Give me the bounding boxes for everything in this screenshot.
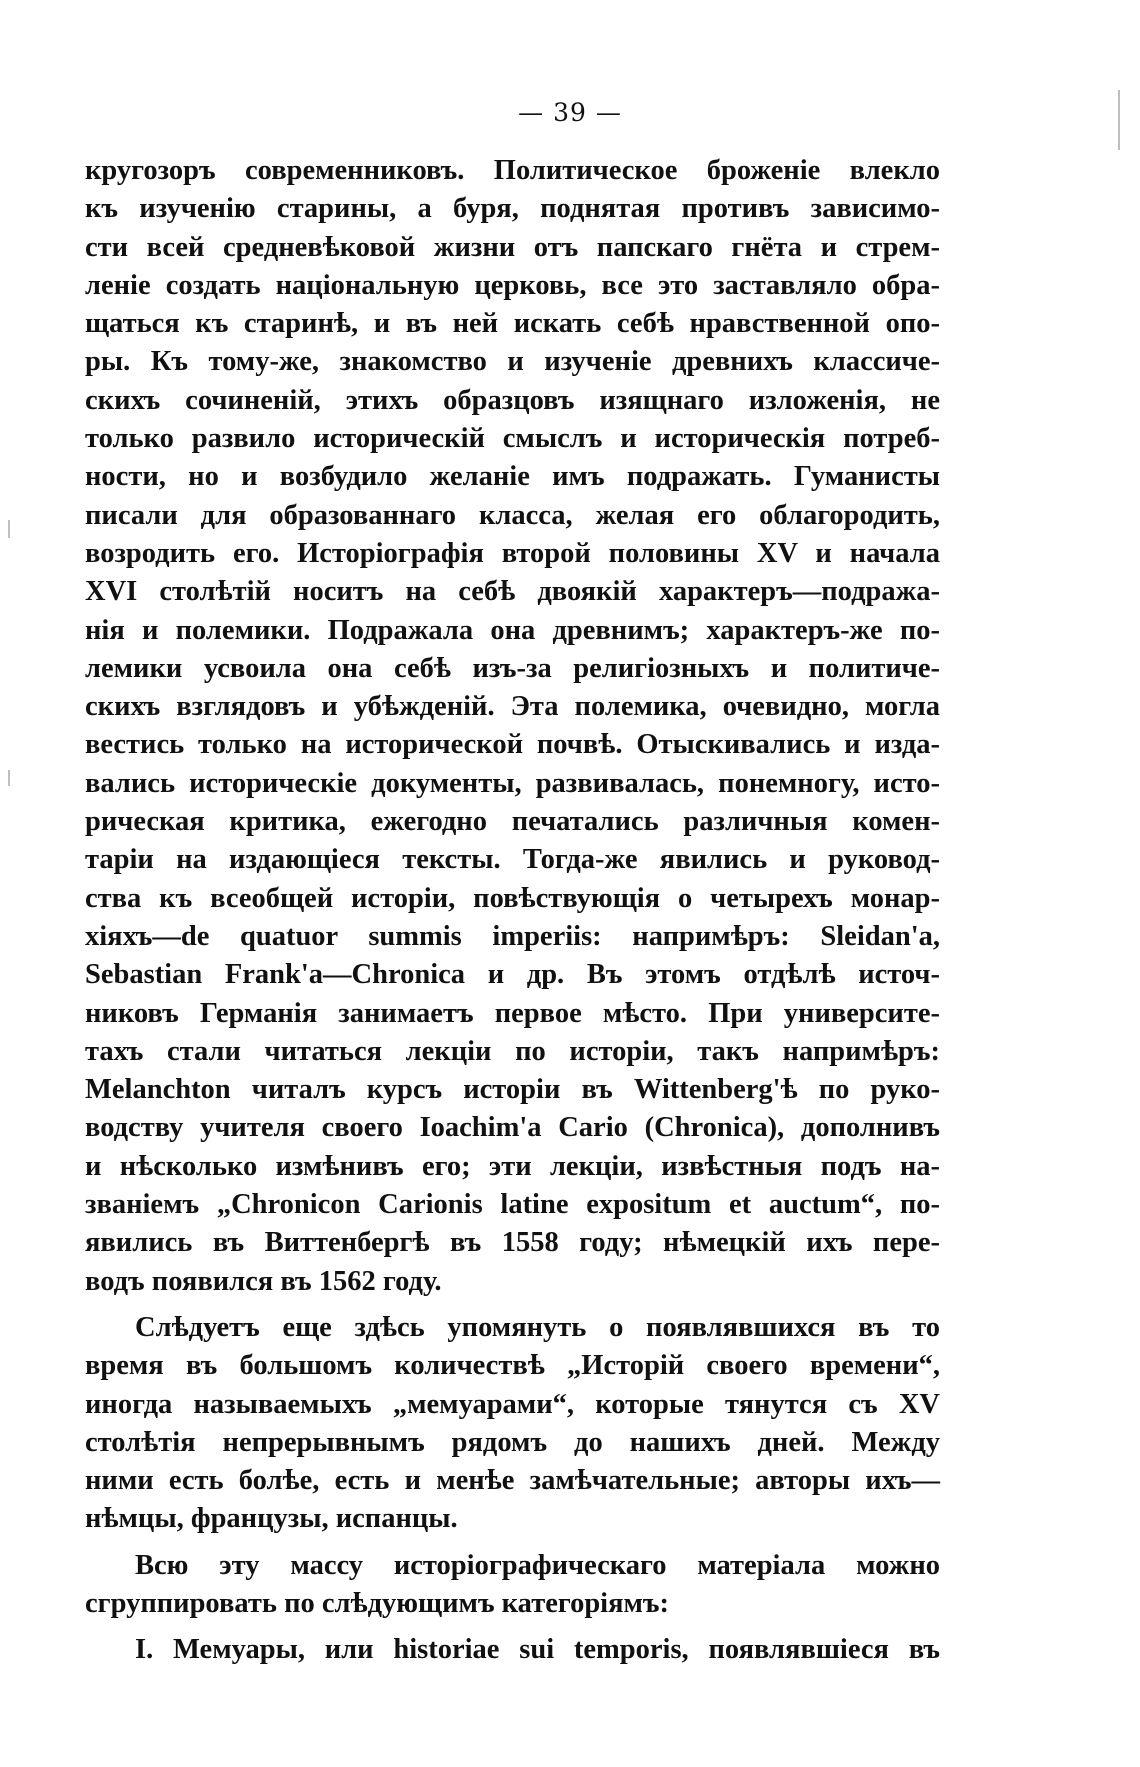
text-line: никовъ Германія занимаетъ первое мѣсто. При университе-	[85, 997, 940, 1029]
text-line: водству учителя своего Ioachim'а Cario (Chronica), дополнивъ	[85, 1112, 940, 1144]
text-line: ности, но и возбудило желаніе имъ подражать. Гуманисты	[85, 461, 940, 493]
text-line: хіяхъ—de quatuor summis imperiis: напримѣръ: Sleidan'а,	[85, 920, 940, 952]
text-line: нѣмцы, французы, испанцы.	[85, 1503, 458, 1535]
text-line: писали для образованнаго класса, желая его облагородить,	[85, 499, 940, 531]
text-line: сгруппировать по слѣдующимъ категоріямъ:	[85, 1587, 670, 1619]
text-line: таріи на издающіеся тексты. Тогда-же явились и руковод-	[85, 844, 940, 876]
text-line: ними есть болѣе, есть и менѣе замѣчательные; авторы ихъ—	[85, 1465, 940, 1497]
text-line: тахъ стали читаться лекціи по исторіи, такъ напримѣръ:	[85, 1035, 940, 1067]
text-line: явились въ Виттенбергѣ въ 1558 году; нѣмецкій ихъ пере-	[85, 1227, 940, 1259]
text-line: I. Мемуары, или historiae sui temporis, появлявшіеся въ	[135, 1634, 940, 1666]
scan-edge-mark	[8, 770, 10, 786]
text-line: лемики усвоила она себѣ изъ-за религіозныхъ и политиче-	[85, 652, 940, 684]
text-line: сти всей средневѣковой жизни отъ папскаго гнёта и стрем-	[85, 231, 940, 263]
text-line: Sebastian Frank'а—Chronica и др. Въ этомъ отдѣлѣ источ-	[85, 959, 940, 991]
text-line: щаться къ старинѣ, и въ ней искать себѣ нравственной опо-	[85, 308, 940, 340]
text-line: скихъ взглядовъ и убѣжденій. Эта полемика, очевидно, могла	[85, 691, 940, 723]
scan-edge-mark	[1118, 90, 1120, 150]
text-line: и нѣсколько измѣнивъ его; эти лекціи, извѣстныя подъ на-	[85, 1150, 940, 1182]
text-line: ства къ всеобщей исторіи, повѣствующія о четырехъ монар-	[85, 882, 940, 914]
text-line: Слѣдуетъ еще здѣсь упомянуть о появлявшихся въ то	[135, 1311, 940, 1343]
text-line: время въ большомъ количествѣ „Исторій своего времени“,	[85, 1350, 940, 1382]
paragraph-gap	[85, 1539, 940, 1547]
text-line: званіемъ „Chronicon Carionis latine expositum et auctum“, по-	[85, 1189, 940, 1221]
page-number: — 39 —	[518, 98, 622, 127]
text-line: иногда называемыхъ „мемуарами“, которые тянутся съ XV	[85, 1388, 940, 1420]
text-line: XVI столѣтій носитъ на себѣ двоякій характеръ—подража-	[85, 576, 940, 608]
text-line: скихъ сочиненій, этихъ образцовъ изящнаго изложенія, не	[85, 384, 940, 416]
paragraph-gap	[85, 1623, 940, 1631]
text-line: возродить его. Исторіографія второй половины XV и начала	[85, 537, 940, 569]
text-line: Melanchton читалъ курсъ исторіи въ Wittenberg'ѣ по руко-	[85, 1074, 940, 1106]
text-line: вестись только на исторической почвѣ. Отыскивались и изда-	[85, 729, 940, 761]
text-line: ры. Къ тому-же, знакомство и изученіе древнихъ классиче-	[85, 346, 940, 378]
text-line: леніе создать національную церковь, все это заставляло обра-	[85, 269, 940, 301]
text-line: Всю эту массу исторіографическаго матеріала можно	[135, 1549, 940, 1581]
text-line: нія и полемики. Подражала она древнимъ; характеръ-же по-	[85, 614, 940, 646]
text-line: къ изученію старины, а буря, поднятая противъ зависимо-	[85, 193, 940, 225]
text-line: водъ появился въ 1562 году.	[85, 1265, 442, 1297]
text-line: кругозоръ современниковъ. Политическое броженіе влекло	[85, 155, 940, 186]
paragraph-gap	[85, 1301, 940, 1309]
text-line: столѣтія непрерывнымъ рядомъ до нашихъ дней. Между	[85, 1426, 940, 1458]
body-text	[85, 152, 940, 1670]
text-line: рическая критика, ежегодно печатались различныя комен-	[85, 806, 940, 838]
text-line: вались историческіе документы, развивалась, понемногу, исто-	[85, 767, 940, 799]
text-line: только развило историческій смыслъ и историческія потреб-	[85, 423, 940, 455]
scan-edge-mark	[8, 520, 10, 538]
